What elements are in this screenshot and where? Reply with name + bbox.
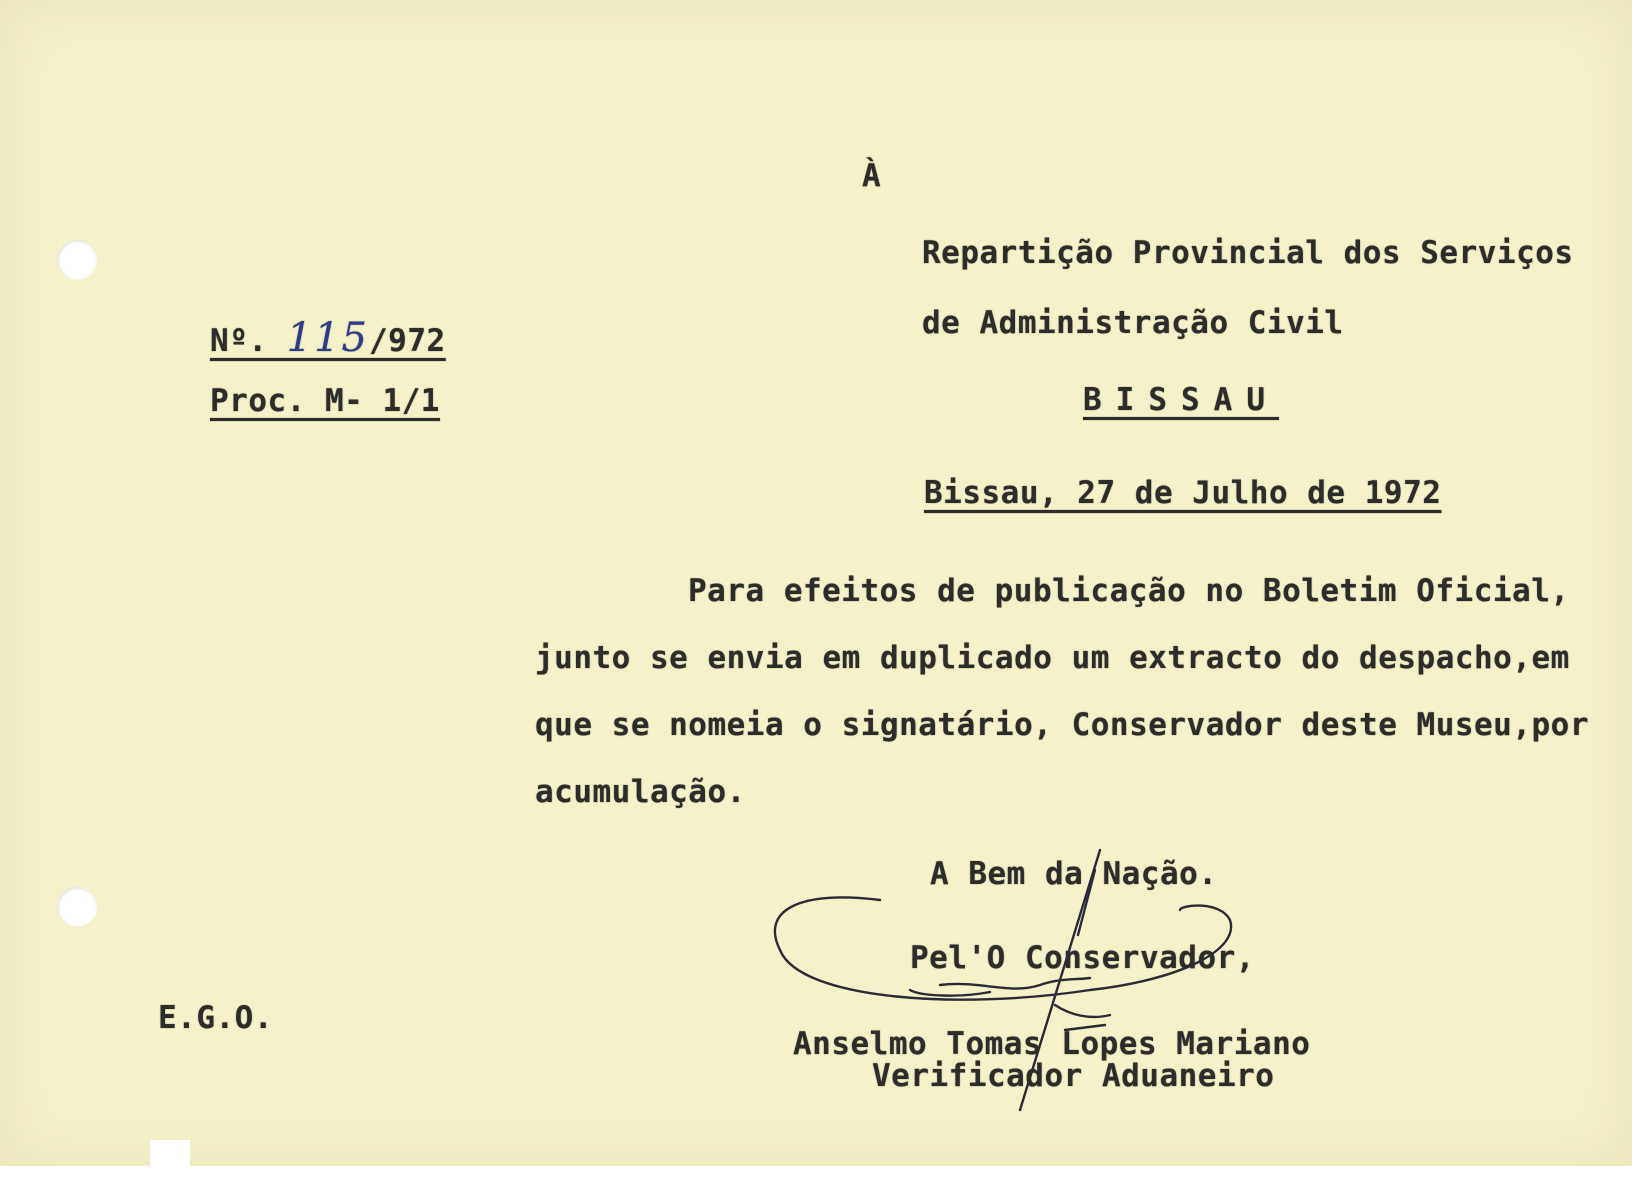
torn-corner (150, 1140, 190, 1170)
body-line-4: acumulação. (535, 774, 746, 810)
body-line-2: junto se envia em duplicado um extracto do despacho,em (535, 640, 1570, 676)
addressee-prefix: À (862, 158, 882, 194)
city-heading: BISSAU (1083, 382, 1279, 418)
recipient-line-2: de Administração Civil (922, 305, 1344, 341)
reference-prefix: Nº. (210, 323, 287, 359)
punch-hole-bottom (57, 887, 97, 927)
process-reference: Proc. M- 1/1 (210, 383, 440, 419)
typist-initials: E.G.O. (158, 1000, 273, 1036)
punch-hole-top (57, 240, 97, 280)
reference-number (210, 315, 446, 361)
closing-salutation: A Bem da Nação. (930, 856, 1218, 892)
date-line: Bissau, 27 de Julho de 1972 (924, 475, 1442, 511)
reference-suffix: /972 (369, 323, 446, 359)
body-line-3: que se nomeia o signatário, Conservador deste Museu,por (535, 707, 1589, 743)
signatory-title: Verificador Aduaneiro (872, 1058, 1275, 1094)
recipient-line-1: Repartição Provincial dos Serviços (922, 235, 1574, 271)
reference-handwritten-number: 115 (286, 315, 370, 361)
signature-caption: Pel'O Conservador, (910, 940, 1255, 976)
body-line-1: Para efeitos de publicação no Boletim Oficial, (688, 573, 1570, 609)
signatory-name: Anselmo Tomas Lopes Mariano (793, 1026, 1311, 1062)
